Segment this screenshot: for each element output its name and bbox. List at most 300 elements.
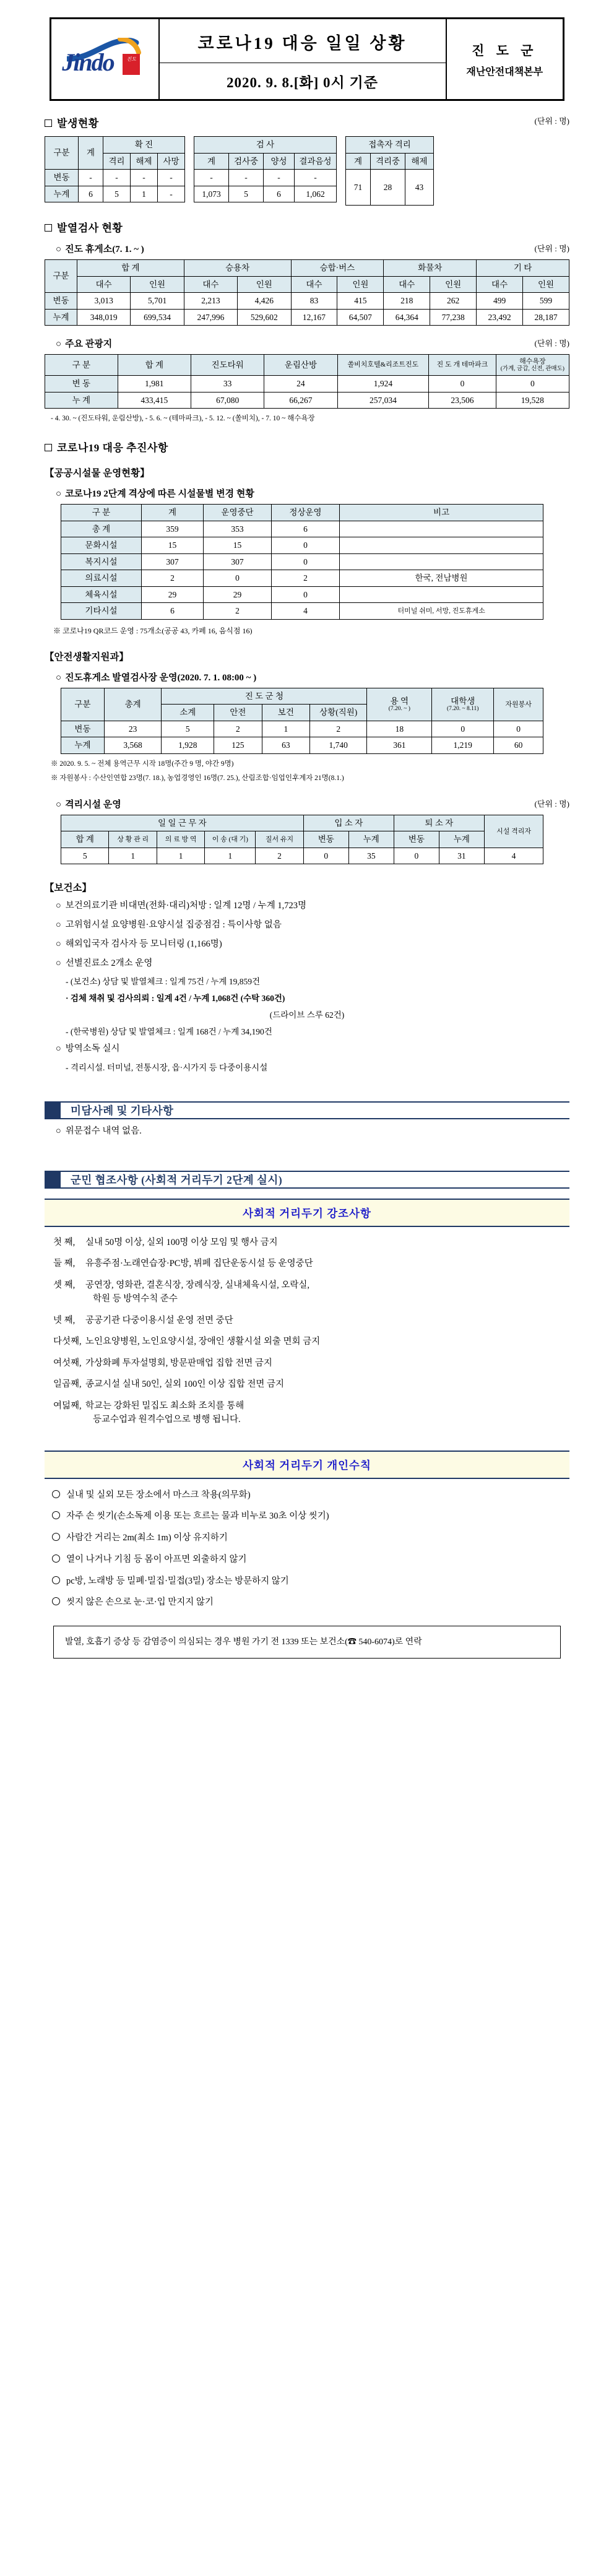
list-item <box>53 1399 569 1427</box>
open-circle-icon <box>52 1511 60 1519</box>
th-count: 대수 <box>291 276 337 293</box>
item-text: 보건의료기관 비대면(전화·대리)처방 : 일계 12명 / 누계 1,723명 <box>65 901 306 911</box>
occurrence-section <box>0 115 614 206</box>
cell-note <box>340 537 543 554</box>
circle-bullet-icon: ○ <box>56 939 61 949</box>
th-out-change: 변동 <box>394 831 439 848</box>
th-count: 대수 <box>384 276 430 293</box>
th-contact-released: 해제 <box>405 153 434 170</box>
th-released: 해제 <box>131 153 158 170</box>
th-total: 합 계 <box>118 355 191 376</box>
org-subtitle: 재난안전대책본부 <box>466 66 543 77</box>
item-text: 실내 및 실외 모든 장소에서 마스크 착용(의무화) <box>66 1490 251 1500</box>
response-heading-text: 코로나19 대응 추진사항 <box>57 442 168 454</box>
rule-ordinal: 여섯째, <box>53 1358 82 1368</box>
occurrence-heading-text: 발생현황 <box>57 118 99 129</box>
fever-section <box>0 219 614 423</box>
table-row <box>45 293 569 310</box>
th-themepark: 진 도 개 테마파크 <box>429 355 496 376</box>
cell-total: 6 <box>142 603 204 620</box>
list-item <box>53 1278 569 1306</box>
table-row <box>61 553 543 570</box>
good-deeds-section-header <box>45 1101 569 1119</box>
th-service-note: (7.20. ~ ) <box>388 706 410 713</box>
square-bullet-icon <box>45 119 52 127</box>
list-item: - (보건소) 상담 및 발열체크 : 일계 75건 / 누계 19,859건 <box>66 977 261 987</box>
cell-testing: - <box>229 170 264 186</box>
cooperation-title: 군민 협조사항 (사회적 거리두기 2단계 실시) <box>71 1173 283 1186</box>
table-row <box>61 586 543 603</box>
cooperation-section-header <box>45 1171 569 1189</box>
isolation-table <box>61 815 543 865</box>
th-situation: 상황(직원) <box>310 705 367 721</box>
header-table <box>50 17 564 101</box>
row-label: 변동 <box>61 721 105 737</box>
jindo-logo-cell <box>51 19 159 100</box>
page-title: 코로나19 대응 일일 상황 <box>159 19 446 63</box>
cell: 5 <box>162 721 214 737</box>
th-total: 계 <box>79 137 103 170</box>
item-text: 방역소독 실시 <box>65 1044 120 1054</box>
th-out-cumulative: 누계 <box>439 831 484 848</box>
cell-total: 6 <box>79 186 103 202</box>
list-item <box>56 1043 569 1056</box>
cell-total: 29 <box>142 586 204 603</box>
cell: 64,507 <box>337 309 384 326</box>
emphasis-banner-text: 사회적 거리두기 강조사항 <box>243 1207 371 1220</box>
health-center-list <box>45 900 569 970</box>
item-text: 위문접수 내역 없음. <box>65 1126 142 1137</box>
table-row <box>61 721 543 737</box>
occurrence-heading <box>45 115 569 130</box>
cell: 63 <box>262 737 309 754</box>
th-positive: 양성 <box>264 153 295 170</box>
rule-continuation: 등교수업과 원격수업으로 병행 됩니다. <box>93 1415 241 1425</box>
cell-student: 1,219 <box>432 737 494 754</box>
th-volunteer: 자원봉사 <box>494 688 543 721</box>
isolation-sub-text: 격리시설 운영 <box>65 799 121 810</box>
list-item <box>52 1553 569 1567</box>
cell: 83 <box>291 293 337 310</box>
cell-note: 한국, 전남병원 <box>340 570 543 587</box>
open-circle-icon <box>52 1490 60 1498</box>
list-item <box>56 1125 569 1138</box>
th-student <box>432 688 494 721</box>
th-medical-quarantine: 의 료 방 역 <box>157 831 204 848</box>
rule-text: 공공기관 다중이용시설 운영 전면 중단 <box>85 1315 233 1325</box>
cell: 19,528 <box>496 392 569 409</box>
circle-bullet-icon: ○ <box>56 1044 61 1054</box>
circle-bullet-icon: ○ <box>56 799 62 810</box>
isolation-sub-heading <box>56 797 569 810</box>
health-center-section <box>0 880 614 1073</box>
item-text: 열이 나거나 기침 등 몸이 아프면 외출하지 않기 <box>66 1554 247 1564</box>
cell: 599 <box>523 293 569 310</box>
row-label: 누계 <box>61 737 105 754</box>
fever-sub-heading <box>56 242 569 255</box>
cell: 699,534 <box>131 309 184 326</box>
row-label: 총 계 <box>61 521 142 537</box>
cell-death: - <box>158 170 185 186</box>
rule-ordinal: 첫 째, <box>53 1237 76 1247</box>
row-label: 복지시설 <box>61 553 142 570</box>
th-discharged-group: 퇴 소 자 <box>394 815 484 831</box>
th-count: 대수 <box>184 276 237 293</box>
square-bullet-icon <box>45 444 52 451</box>
distancing-rules-list <box>0 1236 614 1427</box>
org-name: 진 도 군 <box>472 43 538 58</box>
table-row <box>45 392 569 409</box>
cell-volunteer: 60 <box>494 737 543 754</box>
row-label: 누계 <box>45 309 77 326</box>
th-gubun: 구 분 <box>45 355 118 376</box>
th-gubun: 구분 <box>45 137 79 170</box>
rule-text: 학교는 강화된 밀집도 최소화 조치를 통해 <box>85 1400 244 1411</box>
table-row <box>45 376 569 392</box>
cell: 218 <box>384 293 430 310</box>
cell: 2 <box>214 721 262 737</box>
row-label: 누 계 <box>45 392 118 409</box>
cell: 77,238 <box>430 309 477 326</box>
th-count: 대수 <box>477 276 523 293</box>
table-row <box>61 570 543 587</box>
cell: 23,506 <box>429 392 496 409</box>
th-unrimsanbang: 운림산방 <box>264 355 337 376</box>
cell: 2,213 <box>184 293 237 310</box>
circle-bullet-icon: ○ <box>56 1126 61 1137</box>
th-beach-label: 해수욕장 <box>519 358 546 366</box>
rule-continuation: 학원 등 방역수칙 준수 <box>93 1294 178 1304</box>
isolation-unit: (단위 : 명) <box>534 799 569 809</box>
rule-text: 실내 50명 이상, 실외 100명 이상 모임 및 행사 금지 <box>85 1237 278 1247</box>
circle-bullet-icon: ○ <box>56 901 61 911</box>
th-test-total: 계 <box>194 153 229 170</box>
cell-note <box>340 586 543 603</box>
th-contact-total: 계 <box>346 153 371 170</box>
cell-negative: - <box>295 170 337 186</box>
table-row <box>194 186 337 202</box>
fever-table <box>45 259 569 326</box>
cell-total: 15 <box>142 537 204 554</box>
cooperation-title-wrap <box>61 1171 569 1189</box>
cell: 5,701 <box>131 293 184 310</box>
th-people: 인원 <box>238 276 291 293</box>
cell: 3,013 <box>77 293 131 310</box>
th-jindo-tower: 진도타워 <box>191 355 264 376</box>
confirmed-table <box>45 136 185 202</box>
cell-stopped: 353 <box>204 521 272 537</box>
cell: 1,740 <box>310 737 367 754</box>
th-contact-isolating: 격리중 <box>371 153 405 170</box>
row-label: 기타시설 <box>61 603 142 620</box>
th-confirmed-group: 확 진 <box>103 137 185 154</box>
cell-positive: - <box>264 170 295 186</box>
cell-contact-released: 43 <box>405 170 434 206</box>
cell-total: 23 <box>104 721 161 737</box>
blue-block-icon <box>45 1101 61 1119</box>
th-subtotal: 소계 <box>162 705 214 721</box>
circle-bullet-icon: ○ <box>56 489 62 500</box>
cell: 4 <box>484 848 543 864</box>
fever-unit: (단위 : 명) <box>534 244 569 254</box>
cell-student: 0 <box>432 721 494 737</box>
cell-note: 터미널 쉬미, 서망, 진도휴게소 <box>340 603 543 620</box>
row-label: 의료시설 <box>61 570 142 587</box>
th-admitted-group: 입 소 자 <box>303 815 394 831</box>
th-count: 대수 <box>77 276 131 293</box>
cell: 31 <box>439 848 484 864</box>
item-text: 씻지 않은 손으로 눈·코·입 만지지 않기 <box>66 1597 214 1608</box>
cell: 415 <box>337 293 384 310</box>
rule-text: 종교시설 실내 50인, 실외 100인 이상 집합 전면 금지 <box>85 1379 284 1390</box>
rule-text: 유흥주점·노래연습장·PC방, 뷔페 집단운동시설 등 운영중단 <box>85 1259 313 1269</box>
emphasis-banner <box>45 1199 569 1227</box>
cell: 5 <box>61 848 109 864</box>
cell-negative: 1,062 <box>295 186 337 202</box>
table-row <box>61 521 543 537</box>
tourism-sub-text: 주요 관광지 <box>65 339 113 350</box>
item-text: 자주 손 씻기(손소독제 이용 또는 흐르는 물과 비누로 30초 이상 씻기) <box>66 1511 329 1522</box>
org-cell <box>446 19 564 100</box>
th-people: 인원 <box>430 276 477 293</box>
report-date: 2020. 9. 8.[화] 0시 기준 <box>159 63 446 100</box>
public-facility-title: 【공공시설물 운영현황】 <box>45 468 150 479</box>
logo-badge-text: 진도 <box>126 56 136 62</box>
qr-footnote: ※ 코로나19 QR코드 운영 : 75개소(공공 43, 카페 16, 음식점 16) <box>53 626 253 635</box>
cell: 24 <box>264 376 337 392</box>
cell: 1,924 <box>337 376 429 392</box>
cell: 1 <box>157 848 204 864</box>
item-text: 해외입국자 검사자 등 모니터링 (1,166명) <box>65 939 222 949</box>
table-row <box>61 737 543 754</box>
cell-isolated: - <box>103 170 131 186</box>
cell-stopped: 15 <box>204 537 272 554</box>
tourism-unit: (단위 : 명) <box>534 339 569 349</box>
good-deeds-section <box>0 1125 614 1138</box>
cell-normal: 0 <box>272 553 340 570</box>
th-note: 비고 <box>340 505 543 521</box>
th-normal: 정상운영 <box>272 505 340 521</box>
th-workers-group: 일 일 근 무 자 <box>61 815 304 831</box>
contact-isolation-table <box>345 136 434 206</box>
table-row <box>45 309 569 326</box>
cell-isolated: 5 <box>103 186 131 202</box>
cell: 2 <box>256 848 303 864</box>
item-text: 선별진료소 2개소 운영 <box>65 958 153 968</box>
list-item <box>52 1510 569 1524</box>
disinfection-sub-list <box>45 1060 569 1073</box>
good-deeds-title: 미담사례 및 기타사항 <box>71 1104 174 1117</box>
th-contact-group: 접촉자 격리 <box>346 137 434 154</box>
cell-normal: 0 <box>272 586 340 603</box>
cell-released: - <box>131 170 158 186</box>
th-student-label: 대학생 <box>451 696 475 706</box>
list-item <box>53 1356 569 1370</box>
list-item <box>56 900 569 913</box>
open-circle-icon <box>52 1533 60 1541</box>
tourism-footnote: - 4. 30. ~ (진도타워, 운림산방), - 5. 6. ~ (테마파크), - 5. 12. ~ (쏠비치), - 7. 10 ~ 해수욕장 <box>51 415 315 423</box>
th-test-group: 검 사 <box>194 137 337 154</box>
cell-note <box>340 521 543 537</box>
emergency-contact-text: 발열, 호흡기 증상 등 감염증이 의심되는 경우 병원 가기 전 1339 또는 보건소(☎ 540-6074)로 연락 <box>65 1637 422 1647</box>
cell-volunteer: 0 <box>494 721 543 737</box>
cell: 28,187 <box>523 309 569 326</box>
th-sol-beach: 쏠비치호텔&리조트진도 <box>337 355 429 376</box>
table-row <box>61 537 543 554</box>
list-item <box>53 1236 569 1249</box>
th-people: 인원 <box>337 276 384 293</box>
safety-dept-title: 【안전생활지원과】 <box>45 651 129 662</box>
th-group-etc: 기 타 <box>477 260 569 277</box>
cell: 0 <box>394 848 439 864</box>
cell: 499 <box>477 293 523 310</box>
public-facility-sub-text: 코로나19 2단계 격상에 따른 시설물별 변경 현황 <box>65 489 254 500</box>
cell-service: 361 <box>367 737 432 754</box>
cell: 66,267 <box>264 392 337 409</box>
list-item: - 격리시설. 터미널, 전통시장, 읍·시가지 등 다중이용시설 <box>66 1063 268 1073</box>
th-safety: 안전 <box>214 705 262 721</box>
cell: 12,167 <box>291 309 337 326</box>
cell: 2 <box>310 721 367 737</box>
list-item <box>52 1532 569 1545</box>
disinfection-list <box>45 1043 569 1056</box>
rule-text: 공연장, 영화관, 결혼식장, 장례식장, 실내체육시설, 오락실, <box>85 1280 310 1290</box>
cell-total: 307 <box>142 553 204 570</box>
list-item <box>53 1314 569 1327</box>
good-deeds-list <box>45 1125 569 1138</box>
item-text: 고위험시설 요양병원·요양시설 집중점검 : 특이사항 없음 <box>65 920 282 930</box>
health-center-sub-list <box>45 974 569 1037</box>
list-item: (드라이브 스루 62건) <box>269 1010 345 1020</box>
cell: 247,996 <box>184 309 237 326</box>
rule-ordinal: 여덟째, <box>53 1400 82 1411</box>
cell: 33 <box>191 376 264 392</box>
rule-ordinal: 일곱째, <box>53 1379 82 1390</box>
open-circle-icon <box>52 1555 60 1563</box>
cell: 1,981 <box>118 376 191 392</box>
test-table <box>194 136 337 202</box>
cell-total: 2 <box>142 570 204 587</box>
table-row <box>45 170 185 186</box>
th-group-bus: 승합·버스 <box>291 260 384 277</box>
table-row <box>61 848 543 864</box>
th-gubun: 구 분 <box>61 505 142 521</box>
th-service <box>367 688 432 721</box>
personal-rules-banner <box>45 1451 569 1479</box>
safety-footnote-1: ※ 2020. 9. 5. ~ 전체 용역근무 시작 18명(주간 9 명, 야간 9명) <box>51 760 234 768</box>
cell-stopped: 2 <box>204 603 272 620</box>
cell-contact-isolating: 28 <box>371 170 405 206</box>
list-item <box>56 957 569 971</box>
good-deeds-title-wrap <box>61 1101 569 1119</box>
th-county-group: 진 도 군 청 <box>162 688 367 705</box>
cell: 1 <box>262 721 309 737</box>
tourism-sub-heading <box>56 337 569 350</box>
row-label: 변동 <box>45 293 77 310</box>
table-row <box>61 603 543 620</box>
cell-testing: 5 <box>229 186 264 202</box>
list-item <box>53 1335 569 1348</box>
rule-ordinal: 넷 째, <box>53 1315 76 1325</box>
row-label: 체육시설 <box>61 586 142 603</box>
cell: 125 <box>214 737 262 754</box>
cell-positive: 6 <box>264 186 295 202</box>
th-isolated: 격리 <box>103 153 131 170</box>
fever-heading-text: 발열검사 현황 <box>57 222 123 235</box>
cell-normal: 2 <box>272 570 340 587</box>
square-bullet-icon <box>45 224 52 232</box>
cell: 1,928 <box>162 737 214 754</box>
th-in-cumulative: 누계 <box>348 831 394 848</box>
th-gubun: 구분 <box>61 688 105 721</box>
cell-death: - <box>158 186 185 202</box>
th-people: 인원 <box>523 276 569 293</box>
personal-checklist <box>0 1489 614 1610</box>
th-health: 보건 <box>262 705 309 721</box>
list-item: - (한국병원) 상담 및 발열체크 : 일계 168건 / 누계 34,190건 <box>66 1027 272 1037</box>
cell-total: 3,568 <box>104 737 161 754</box>
safety-dept-sub <box>56 670 569 683</box>
th-beach-note: (가계, 금갑, 신전, 관매도) <box>500 365 564 372</box>
open-circle-icon <box>52 1597 60 1605</box>
row-label: 문화시설 <box>61 537 142 554</box>
health-center-title: 【보건소】 <box>45 883 92 894</box>
cell-test-total: - <box>194 170 229 186</box>
table-row <box>346 170 434 206</box>
circle-bullet-icon: ○ <box>56 339 62 350</box>
cell: 0 <box>429 376 496 392</box>
cell: 67,080 <box>191 392 264 409</box>
list-item <box>53 1257 569 1270</box>
cell-normal: 4 <box>272 603 340 620</box>
cell-stopped: 0 <box>204 570 272 587</box>
table-row <box>194 170 337 186</box>
th-in-change: 변동 <box>303 831 348 848</box>
cell: 0 <box>496 376 569 392</box>
th-grand-total: 총계 <box>104 688 161 721</box>
cell-note <box>340 553 543 570</box>
open-circle-icon <box>52 1576 60 1584</box>
response-heading <box>45 439 569 454</box>
circle-bullet-icon: ○ <box>56 245 62 255</box>
cell-normal: 0 <box>272 537 340 554</box>
cell: 257,034 <box>337 392 429 409</box>
th-worker-total: 합 계 <box>61 831 109 848</box>
cell: 35 <box>348 848 394 864</box>
cell: 0 <box>303 848 348 864</box>
item-text: pc방, 노래방 등 밀폐·밀집·밀접(3밀) 장소는 방문하지 않기 <box>66 1576 289 1586</box>
rule-ordinal: 다섯째, <box>53 1337 82 1347</box>
cell-stopped: 29 <box>204 586 272 603</box>
th-student-note: (7.20. ~ 8.11) <box>446 706 479 713</box>
public-facility-sub <box>56 487 569 500</box>
th-group-total: 합 계 <box>77 260 184 277</box>
th-total: 계 <box>142 505 204 521</box>
response-section <box>0 439 614 864</box>
emergency-contact-box <box>53 1626 561 1659</box>
th-service-label: 용 역 <box>390 696 409 706</box>
cell-released: 1 <box>131 186 158 202</box>
cell: 1 <box>205 848 256 864</box>
rule-text: 가상화폐 투자설명회, 방문판매업 집합 전면 금지 <box>85 1358 272 1368</box>
cell-stopped: 307 <box>204 553 272 570</box>
rule-ordinal: 둘 째, <box>53 1259 76 1269</box>
th-beach <box>496 355 569 376</box>
th-order-maintain: 질서 유지 <box>256 831 303 848</box>
th-testing: 검사중 <box>229 153 264 170</box>
th-facility-isolated: 시설 격리자 <box>484 815 543 848</box>
th-group-truck: 화물차 <box>384 260 477 277</box>
